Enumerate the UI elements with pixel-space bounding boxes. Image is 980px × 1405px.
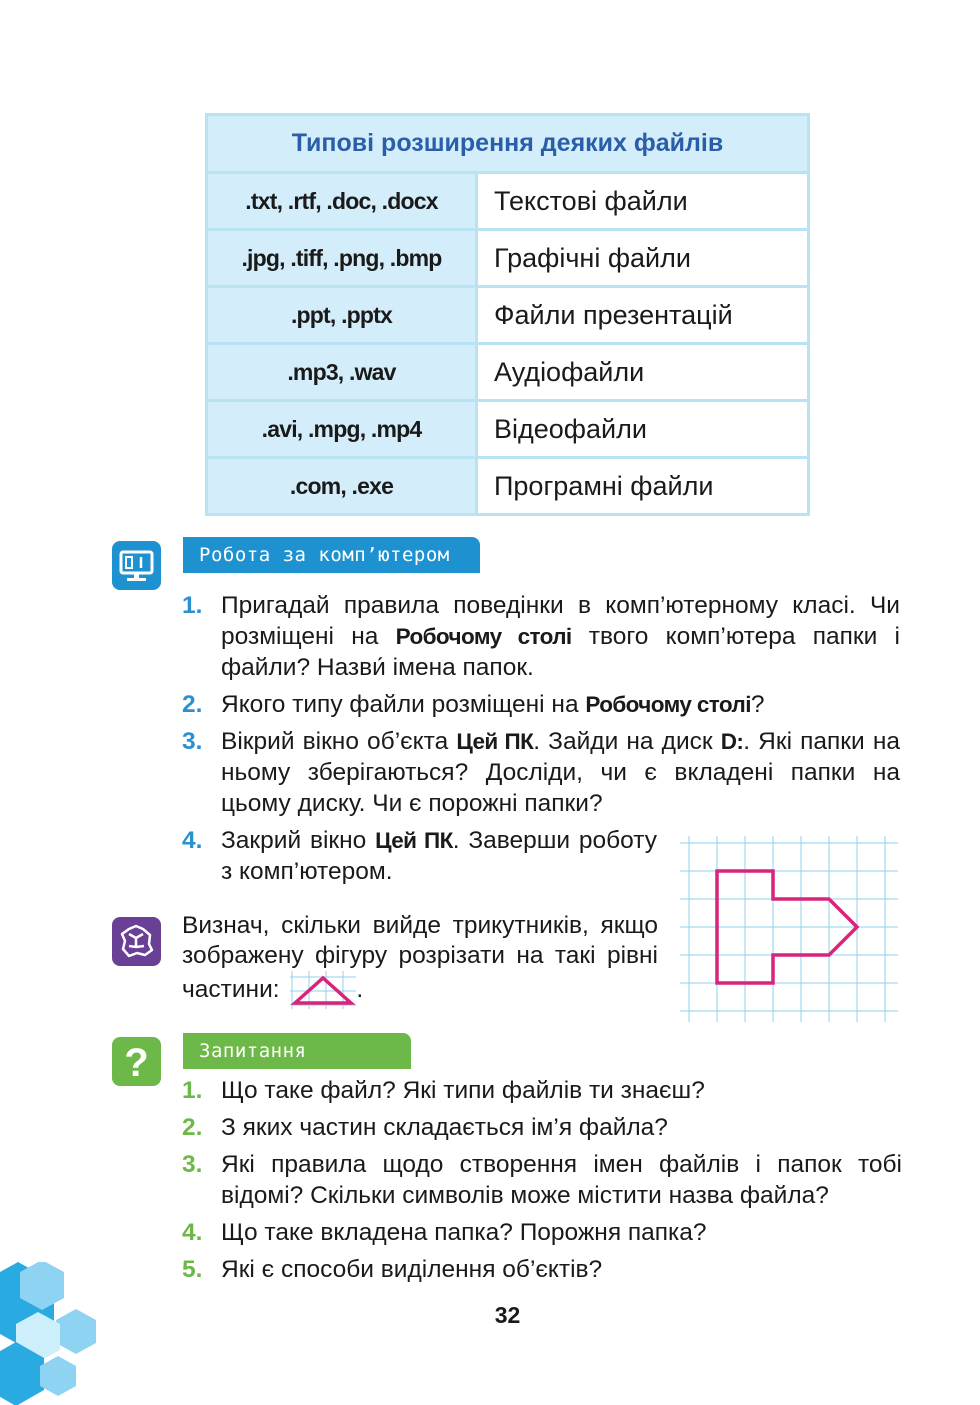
- file-type-cell: Графічні файли: [477, 230, 809, 287]
- list-item: 5. Які є способи виділення об’єктів?: [182, 1256, 603, 1283]
- computer-monitor-icon: [112, 541, 161, 590]
- file-type-cell: Аудіофайли: [477, 344, 809, 401]
- item-number: 4.: [182, 827, 203, 854]
- extension-cell: .com, .exe: [207, 458, 477, 515]
- list-item: 2. Якого типу файли розміщені на Робочому столі?: [182, 691, 765, 718]
- extension-cell: .mp3, .wav: [207, 344, 477, 401]
- extension-cell: .avi, .mpg, .mp4: [207, 401, 477, 458]
- puzzle-brain-icon: [112, 917, 161, 966]
- item-number: 2.: [182, 691, 203, 718]
- table-row: [207, 230, 809, 287]
- computer-work-banner: Робота за комп’ютером: [183, 537, 480, 573]
- item-number: 3.: [182, 1151, 203, 1178]
- list-item: 4. Що таке вкладена папка? Порожня папка?: [182, 1219, 707, 1246]
- item-number: 4.: [182, 1219, 203, 1246]
- file-extensions-table: [205, 113, 810, 516]
- item-number: 1.: [182, 592, 203, 619]
- file-type-cell: Програмні файли: [477, 458, 809, 515]
- questions-list: [182, 1075, 902, 1291]
- list-item: 1. Пригадай правила поведінки в комп’ютерному класі. Чи розміщені на Робочому столі твого комп’ютера папки і файли? Назви́ імена папок.: [182, 592, 900, 681]
- table-row: [207, 401, 809, 458]
- extension-cell: .jpg, .tiff, .png, .bmp: [207, 230, 477, 287]
- table-row: [207, 458, 809, 515]
- question-mark-icon: [112, 1037, 161, 1086]
- list-item: 1. Що таке файл? Які типи файлів ти знаєш?: [182, 1077, 705, 1104]
- list-item: 2. З яких частин складається ім’я файла?: [182, 1114, 668, 1141]
- file-type-cell: Відеофайли: [477, 401, 809, 458]
- table-row: [207, 287, 809, 344]
- list-item: 3. Вікрий вікно об’єкта Цей ПК. Зайди на диск D:. Які папки на ньому зберігаються? Досліди, чи є вкладені папки на цьому диску. Чи є порожні папки?: [182, 728, 900, 817]
- svg-text:?: ?: [124, 1041, 149, 1085]
- page-number: 32: [494, 1302, 521, 1328]
- table-row: [207, 344, 809, 401]
- grid-figure: [680, 836, 898, 1022]
- item-number: 2.: [182, 1114, 203, 1141]
- triangle-piece-icon: [290, 971, 356, 1009]
- extension-cell: .txt, .rtf, .doc, .docx: [207, 173, 477, 230]
- list-item: 3. Які правила щодо створення імен файлів і папок тобі відомі? Скільки символів може містити назва файла?: [182, 1151, 902, 1209]
- list-item: 4. Закрий вікно Цей ПК. Заверши роботу з комп’ютером.: [182, 827, 657, 885]
- item-number: 5.: [182, 1256, 203, 1283]
- puzzle-task: Визнач, скільки вийде трикутників, якщо зображену фігуру розрізати на такі рівні частини: .: [182, 911, 658, 1009]
- hexagon-decoration: [0, 1262, 110, 1405]
- item-number: 3.: [182, 728, 203, 755]
- extension-cell: .ppt, .pptx: [207, 287, 477, 344]
- table-title: Типові розширення деяких файлів: [207, 115, 809, 173]
- file-type-cell: Текстові файли: [477, 173, 809, 230]
- questions-banner: Запитання: [183, 1033, 411, 1069]
- file-type-cell: Файли презентацій: [477, 287, 809, 344]
- item-number: 1.: [182, 1077, 203, 1104]
- table-row: [207, 173, 809, 230]
